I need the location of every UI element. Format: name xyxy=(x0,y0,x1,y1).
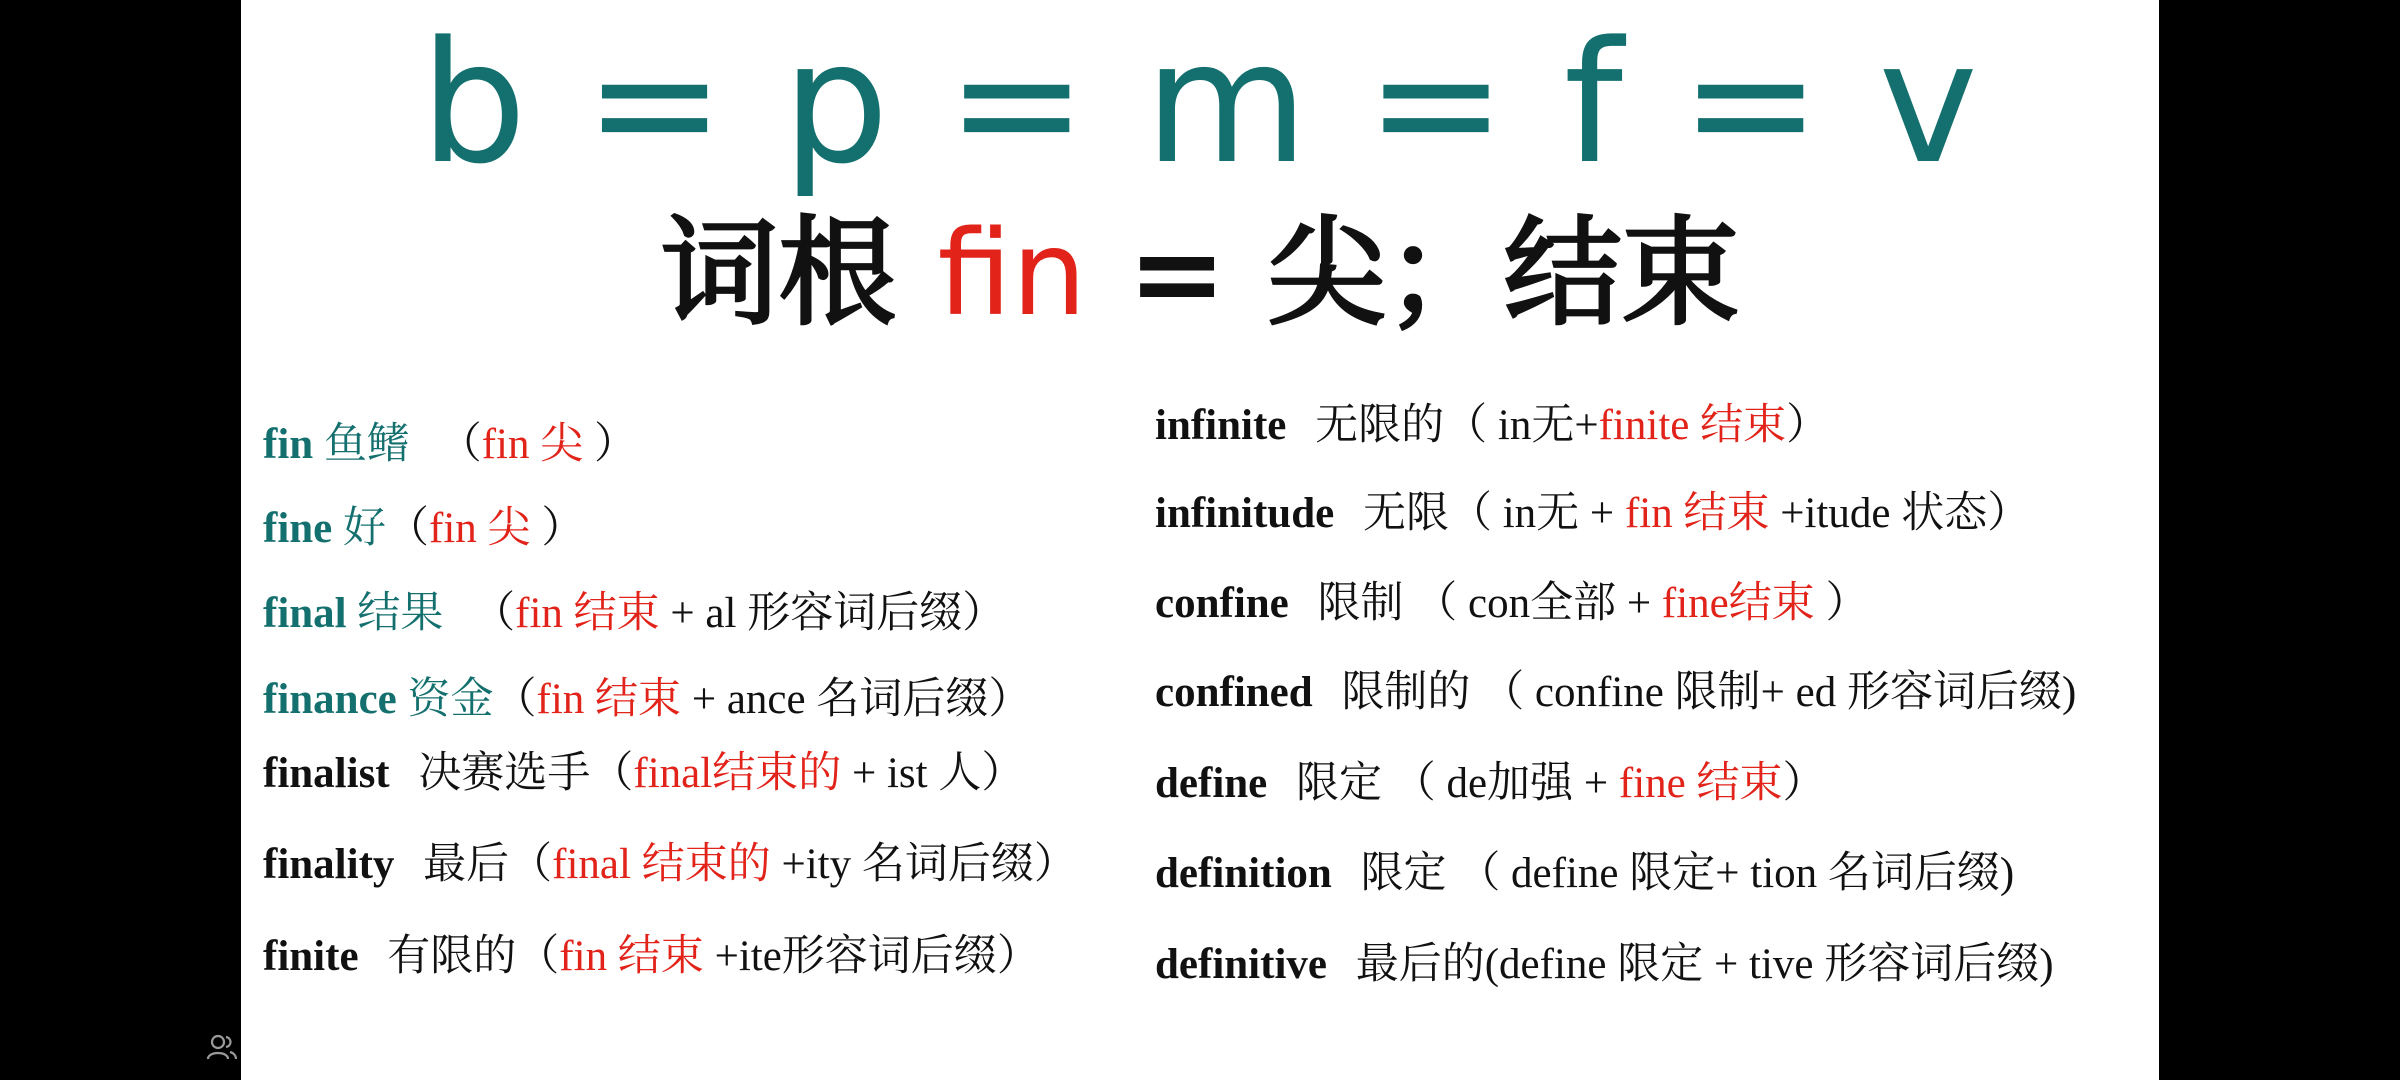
root-title-meaning: 尖；结束 xyxy=(1267,204,1740,342)
entry-close: ） xyxy=(981,750,1025,797)
entry-word: finance xyxy=(263,676,397,723)
entry-meaning: 无限 xyxy=(1362,490,1449,537)
entry-open: （ xyxy=(516,933,560,980)
left-entry-fine xyxy=(263,501,584,557)
entry-etymology-pre: （ de加强 + xyxy=(1392,760,1609,807)
entry-etymology-pre: （ define 限定+ tion 名词后缀) xyxy=(1457,850,2015,897)
entry-word: finite xyxy=(263,933,359,980)
entry-etymology-red: fine结束 xyxy=(1661,580,1815,627)
entry-etymology-post: +itude 状态） xyxy=(1780,490,2031,537)
left-entry-finance xyxy=(263,672,1031,728)
entry-word: definition xyxy=(1155,850,1332,897)
entry-meaning: 最后 xyxy=(423,841,510,888)
entry-etymology: + ist 人 xyxy=(851,750,982,797)
entry-meaning: 限制 xyxy=(1317,580,1404,627)
entry-meaning: 限制的 xyxy=(1341,669,1471,716)
entry-open: （ xyxy=(509,841,553,888)
entry-etymology-red: finite 结束 xyxy=(1598,402,1787,449)
entry-etymology: + ance 名词后缀 xyxy=(691,676,989,723)
entry-meaning: 最后的 xyxy=(1355,941,1485,988)
entry-meaning: 无限的 xyxy=(1315,402,1445,449)
right-entry-confine xyxy=(1155,576,1868,632)
entry-etymology-post: ） xyxy=(1786,402,1830,449)
entry-etymology: +ity 名词后缀 xyxy=(781,841,1034,888)
entry-word: confined xyxy=(1155,669,1313,716)
entry-etymology-red: fin 结束 xyxy=(536,676,682,723)
entry-meaning: 鱼鳍 xyxy=(323,421,410,468)
right-entry-infinite xyxy=(1155,398,1829,454)
entry-open: （ xyxy=(386,505,430,552)
right-entry-definition xyxy=(1155,846,2014,902)
entry-meaning: 好 xyxy=(343,505,387,552)
left-entry-finite xyxy=(263,929,1040,985)
left-entry-final xyxy=(263,586,1005,642)
entry-etymology-pre: (define 限定 + tive 形容词后缀) xyxy=(1484,941,2054,988)
entry-close: ） xyxy=(996,933,1040,980)
entry-etymology-red: fine 结束 xyxy=(1618,760,1783,807)
right-entry-confined xyxy=(1155,665,2076,721)
entry-open: （ xyxy=(590,750,634,797)
entry-word: define xyxy=(1155,760,1268,807)
entry-close: ） xyxy=(962,590,1006,637)
left-entry-finalist xyxy=(263,746,1024,802)
entry-open: （ xyxy=(493,676,537,723)
entry-word: finalist xyxy=(263,750,390,797)
entry-word: infinitude xyxy=(1155,490,1335,537)
entry-etymology-red: final结束的 xyxy=(633,750,842,797)
entry-close: ） xyxy=(593,421,637,468)
left-entry-fin xyxy=(263,417,637,473)
entry-close: ） xyxy=(988,676,1032,723)
right-entry-definitive xyxy=(1155,937,2054,993)
root-title-prefix: 词根 xyxy=(660,204,897,342)
entry-etymology-red: final 结束的 xyxy=(552,841,771,888)
entry-word: final xyxy=(263,590,347,637)
entry-etymology: + al 形容词后缀 xyxy=(670,590,963,637)
entry-meaning: 资金 xyxy=(407,676,494,723)
root-title-equals: = xyxy=(1127,204,1227,342)
entry-word: fine xyxy=(263,505,333,552)
right-entry-define xyxy=(1155,756,1825,812)
root-title xyxy=(241,198,2159,348)
entry-open: （ xyxy=(472,590,516,637)
entry-close: ） xyxy=(1033,841,1077,888)
entry-meaning: 结果 xyxy=(357,590,444,637)
entry-etymology-pre: （ confine 限制+ ed 形容词后缀) xyxy=(1481,669,2077,716)
entry-etymology-red: fin 结束 xyxy=(559,933,704,980)
right-entry-infinitude xyxy=(1155,486,2030,542)
root-word: fin xyxy=(937,204,1087,342)
entry-word: infinite xyxy=(1155,402,1287,449)
entry-meaning: 决赛选手 xyxy=(418,750,591,797)
slide xyxy=(241,0,2159,1080)
entry-word: confine xyxy=(1155,580,1289,627)
entry-etymology-red: fin 尖 xyxy=(481,421,584,468)
entry-etymology-red: fin 结束 xyxy=(1624,490,1770,537)
entry-etymology-red: fin 结束 xyxy=(515,590,660,637)
entry-open: （ xyxy=(438,421,482,468)
people-icon[interactable] xyxy=(206,1033,238,1061)
entry-etymology-pre: （ con全部 + xyxy=(1414,580,1652,627)
entry-etymology-pre: （ in无 + xyxy=(1448,490,1615,537)
left-entry-finality xyxy=(263,837,1077,893)
entry-word: finality xyxy=(263,841,395,888)
phonetic-formula: b = p = m = f = v xyxy=(420,5,1980,201)
entry-etymology: +ite形容词后缀 xyxy=(714,933,997,980)
entry-etymology-post: ） xyxy=(1825,580,1869,627)
entry-meaning: 限定 xyxy=(1296,760,1383,807)
entry-word: fin xyxy=(263,421,314,468)
entry-etymology-pre: （ in无+ xyxy=(1444,402,1599,449)
entry-etymology-red: fin 尖 xyxy=(429,505,531,552)
entry-etymology-post: ） xyxy=(1782,760,1826,807)
entry-word: definitive xyxy=(1155,941,1327,988)
entry-meaning: 限定 xyxy=(1360,850,1447,897)
entry-close: ） xyxy=(541,505,585,552)
entry-meaning: 有限的 xyxy=(387,933,517,980)
